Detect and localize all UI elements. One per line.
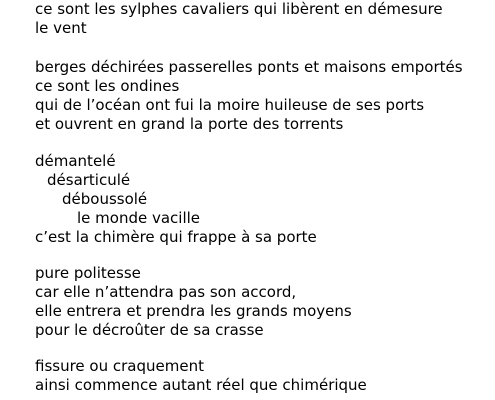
poem-line-indented: désarticulé (47, 171, 131, 189)
stanza-3 (35, 152, 317, 247)
poem-line: démantelé (35, 152, 116, 170)
stanza-5 (35, 357, 367, 395)
poem-line: berges déchirées passerelles ponts et maisons emportés (35, 58, 463, 76)
poem-line: ce sont les ondines (35, 77, 180, 95)
stanza-4 (35, 264, 352, 340)
poem-line-indented: le monde vacille (77, 209, 201, 227)
poem-line: pure politesse (35, 264, 141, 282)
poem-line-indented: déboussolé (62, 190, 148, 208)
poem-line: fissure ou craquement (35, 357, 204, 375)
stanza-2 (35, 58, 463, 134)
poem-line: et ouvrent en grand la porte des torrents (35, 115, 344, 133)
poem-line: car elle n’attendra pas son accord, (35, 283, 297, 301)
poem-line: c’est la chimère qui frappe à sa porte (35, 228, 317, 246)
poem-line: elle entrera et prendra les grands moyens (35, 302, 352, 320)
poem-line: ainsi commence autant réel que chimérique (35, 376, 367, 394)
poem-line: qui de l’océan ont fui la moire huileuse de ses ports (35, 96, 425, 114)
poem-line: pour le décroûter de sa crasse (35, 321, 264, 339)
stanza-1 (35, 0, 443, 38)
poem-line: le vent (35, 19, 87, 37)
poem-line: ce sont les sylphes cavaliers qui libèrent en démesure (35, 0, 443, 18)
